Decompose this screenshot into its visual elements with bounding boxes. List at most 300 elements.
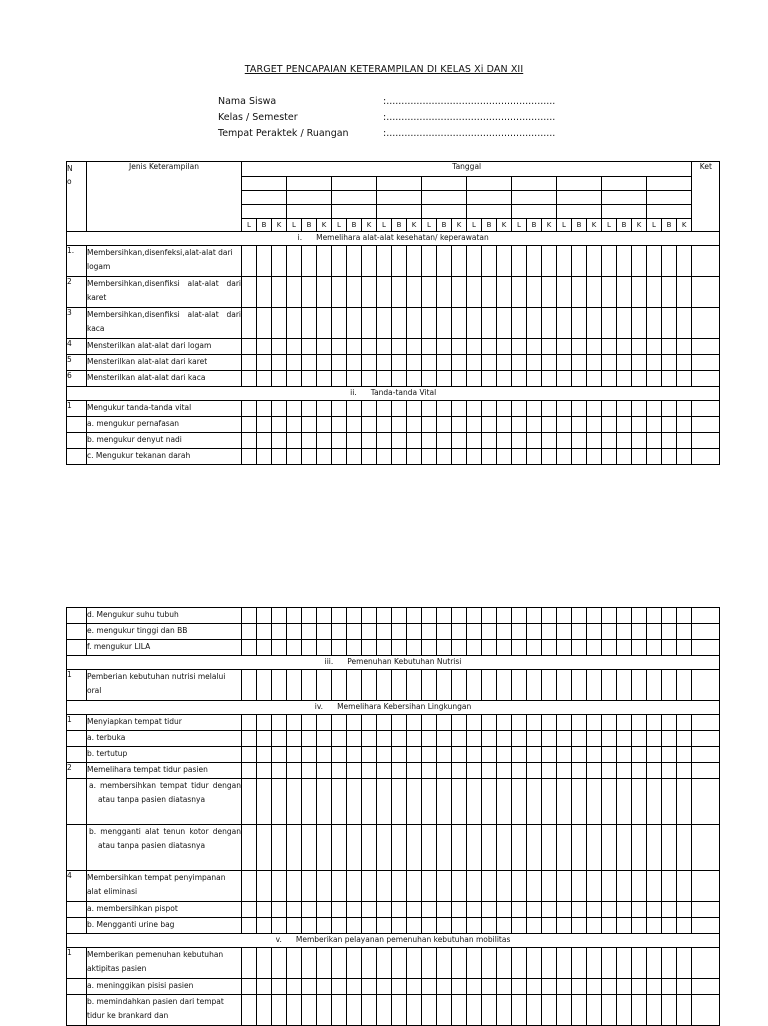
score-cell[interactable]: [632, 763, 647, 779]
score-cell[interactable]: [512, 355, 527, 371]
score-cell[interactable]: [347, 995, 362, 1026]
score-cell[interactable]: [362, 640, 377, 656]
score-cell[interactable]: [587, 640, 602, 656]
score-cell[interactable]: [317, 277, 332, 308]
score-cell[interactable]: [287, 731, 302, 747]
score-cell[interactable]: [572, 624, 587, 640]
score-cell[interactable]: [332, 246, 347, 277]
score-cell[interactable]: [527, 401, 542, 417]
score-cell[interactable]: [422, 640, 437, 656]
score-cell[interactable]: [332, 763, 347, 779]
ket-cell[interactable]: [692, 902, 720, 918]
score-cell[interactable]: [347, 715, 362, 731]
ket-cell[interactable]: [692, 779, 720, 825]
score-cell[interactable]: [272, 948, 287, 979]
score-cell[interactable]: [572, 277, 587, 308]
score-cell[interactable]: [362, 779, 377, 825]
score-cell[interactable]: [542, 871, 557, 902]
score-cell[interactable]: [407, 779, 422, 825]
score-cell[interactable]: [497, 608, 512, 624]
score-cell[interactable]: [407, 339, 422, 355]
score-cell[interactable]: [632, 715, 647, 731]
score-cell[interactable]: [512, 308, 527, 339]
score-cell[interactable]: [302, 371, 317, 387]
score-cell[interactable]: [302, 995, 317, 1026]
score-cell[interactable]: [677, 763, 692, 779]
score-cell[interactable]: [497, 871, 512, 902]
score-cell[interactable]: [542, 731, 557, 747]
score-cell[interactable]: [617, 715, 632, 731]
score-cell[interactable]: [392, 246, 407, 277]
score-cell[interactable]: [662, 277, 677, 308]
score-cell[interactable]: [602, 948, 617, 979]
score-cell[interactable]: [347, 401, 362, 417]
date-cell[interactable]: [332, 205, 377, 219]
score-cell[interactable]: [332, 918, 347, 934]
score-cell[interactable]: [437, 449, 452, 465]
score-cell[interactable]: [332, 731, 347, 747]
score-cell[interactable]: [542, 339, 557, 355]
score-cell[interactable]: [332, 948, 347, 979]
score-cell[interactable]: [287, 608, 302, 624]
score-cell[interactable]: [587, 401, 602, 417]
date-cell[interactable]: [512, 177, 557, 191]
score-cell[interactable]: [302, 979, 317, 995]
score-cell[interactable]: [647, 731, 662, 747]
score-cell[interactable]: [647, 763, 662, 779]
score-cell[interactable]: [602, 902, 617, 918]
score-cell[interactable]: [587, 979, 602, 995]
score-cell[interactable]: [437, 995, 452, 1026]
score-cell[interactable]: [467, 825, 482, 871]
score-cell[interactable]: [527, 871, 542, 902]
score-cell[interactable]: [602, 608, 617, 624]
ket-cell[interactable]: [692, 979, 720, 995]
ket-cell[interactable]: [692, 371, 720, 387]
score-cell[interactable]: [497, 902, 512, 918]
score-cell[interactable]: [407, 670, 422, 701]
score-cell[interactable]: [677, 277, 692, 308]
score-cell[interactable]: [272, 608, 287, 624]
score-cell[interactable]: [317, 449, 332, 465]
score-cell[interactable]: [617, 825, 632, 871]
score-cell[interactable]: [332, 433, 347, 449]
score-cell[interactable]: [587, 995, 602, 1026]
score-cell[interactable]: [542, 825, 557, 871]
score-cell[interactable]: [347, 624, 362, 640]
score-cell[interactable]: [302, 339, 317, 355]
score-cell[interactable]: [662, 979, 677, 995]
score-cell[interactable]: [602, 731, 617, 747]
score-cell[interactable]: [497, 715, 512, 731]
score-cell[interactable]: [317, 433, 332, 449]
score-cell[interactable]: [527, 902, 542, 918]
score-cell[interactable]: [257, 731, 272, 747]
score-cell[interactable]: [242, 433, 257, 449]
score-cell[interactable]: [662, 918, 677, 934]
score-cell[interactable]: [512, 763, 527, 779]
score-cell[interactable]: [527, 825, 542, 871]
score-cell[interactable]: [527, 246, 542, 277]
score-cell[interactable]: [632, 825, 647, 871]
score-cell[interactable]: [437, 401, 452, 417]
score-cell[interactable]: [482, 670, 497, 701]
score-cell[interactable]: [662, 339, 677, 355]
score-cell[interactable]: [437, 979, 452, 995]
score-cell[interactable]: [422, 449, 437, 465]
score-cell[interactable]: [422, 246, 437, 277]
score-cell[interactable]: [257, 355, 272, 371]
score-cell[interactable]: [512, 731, 527, 747]
score-cell[interactable]: [407, 608, 422, 624]
score-cell[interactable]: [617, 339, 632, 355]
score-cell[interactable]: [437, 355, 452, 371]
score-cell[interactable]: [467, 371, 482, 387]
score-cell[interactable]: [467, 670, 482, 701]
score-cell[interactable]: [317, 763, 332, 779]
score-cell[interactable]: [677, 608, 692, 624]
score-cell[interactable]: [422, 401, 437, 417]
score-cell[interactable]: [332, 371, 347, 387]
score-cell[interactable]: [437, 640, 452, 656]
score-cell[interactable]: [257, 979, 272, 995]
score-cell[interactable]: [497, 246, 512, 277]
score-cell[interactable]: [602, 779, 617, 825]
score-cell[interactable]: [242, 779, 257, 825]
score-cell[interactable]: [512, 608, 527, 624]
score-cell[interactable]: [557, 449, 572, 465]
score-cell[interactable]: [557, 339, 572, 355]
score-cell[interactable]: [302, 902, 317, 918]
score-cell[interactable]: [527, 995, 542, 1026]
score-cell[interactable]: [602, 747, 617, 763]
score-cell[interactable]: [242, 670, 257, 701]
score-cell[interactable]: [392, 871, 407, 902]
score-cell[interactable]: [617, 449, 632, 465]
score-cell[interactable]: [452, 948, 467, 979]
score-cell[interactable]: [272, 417, 287, 433]
score-cell[interactable]: [602, 979, 617, 995]
score-cell[interactable]: [437, 715, 452, 731]
score-cell[interactable]: [482, 902, 497, 918]
score-cell[interactable]: [647, 747, 662, 763]
score-cell[interactable]: [257, 608, 272, 624]
score-cell[interactable]: [272, 763, 287, 779]
score-cell[interactable]: [272, 308, 287, 339]
score-cell[interactable]: [317, 401, 332, 417]
score-cell[interactable]: [422, 825, 437, 871]
score-cell[interactable]: [362, 246, 377, 277]
score-cell[interactable]: [572, 763, 587, 779]
score-cell[interactable]: [557, 624, 572, 640]
score-cell[interactable]: [572, 747, 587, 763]
score-cell[interactable]: [587, 731, 602, 747]
score-cell[interactable]: [422, 670, 437, 701]
score-cell[interactable]: [677, 624, 692, 640]
score-cell[interactable]: [467, 401, 482, 417]
score-cell[interactable]: [572, 433, 587, 449]
score-cell[interactable]: [482, 355, 497, 371]
score-cell[interactable]: [362, 624, 377, 640]
score-cell[interactable]: [587, 902, 602, 918]
score-cell[interactable]: [332, 979, 347, 995]
score-cell[interactable]: [617, 871, 632, 902]
score-cell[interactable]: [332, 779, 347, 825]
score-cell[interactable]: [527, 640, 542, 656]
score-cell[interactable]: [332, 339, 347, 355]
score-cell[interactable]: [632, 624, 647, 640]
score-cell[interactable]: [407, 918, 422, 934]
score-cell[interactable]: [302, 918, 317, 934]
score-cell[interactable]: [647, 715, 662, 731]
score-cell[interactable]: [677, 371, 692, 387]
score-cell[interactable]: [602, 670, 617, 701]
score-cell[interactable]: [437, 763, 452, 779]
score-cell[interactable]: [422, 979, 437, 995]
score-cell[interactable]: [512, 277, 527, 308]
score-cell[interactable]: [482, 763, 497, 779]
score-cell[interactable]: [572, 417, 587, 433]
score-cell[interactable]: [332, 277, 347, 308]
score-cell[interactable]: [242, 902, 257, 918]
score-cell[interactable]: [632, 995, 647, 1026]
score-cell[interactable]: [527, 339, 542, 355]
score-cell[interactable]: [482, 608, 497, 624]
score-cell[interactable]: [677, 670, 692, 701]
score-cell[interactable]: [302, 731, 317, 747]
date-cell[interactable]: [377, 205, 422, 219]
score-cell[interactable]: [287, 246, 302, 277]
score-cell[interactable]: [452, 871, 467, 902]
score-cell[interactable]: [377, 308, 392, 339]
score-cell[interactable]: [542, 979, 557, 995]
score-cell[interactable]: [452, 902, 467, 918]
score-cell[interactable]: [317, 608, 332, 624]
score-cell[interactable]: [617, 371, 632, 387]
score-cell[interactable]: [242, 277, 257, 308]
score-cell[interactable]: [512, 747, 527, 763]
score-cell[interactable]: [647, 339, 662, 355]
score-cell[interactable]: [647, 918, 662, 934]
score-cell[interactable]: [632, 979, 647, 995]
score-cell[interactable]: [287, 401, 302, 417]
score-cell[interactable]: [572, 670, 587, 701]
score-cell[interactable]: [647, 433, 662, 449]
score-cell[interactable]: [572, 979, 587, 995]
score-cell[interactable]: [497, 918, 512, 934]
score-cell[interactable]: [272, 277, 287, 308]
score-cell[interactable]: [542, 433, 557, 449]
score-cell[interactable]: [332, 624, 347, 640]
score-cell[interactable]: [662, 624, 677, 640]
score-cell[interactable]: [677, 339, 692, 355]
date-cell[interactable]: [467, 205, 512, 219]
score-cell[interactable]: [362, 871, 377, 902]
score-cell[interactable]: [632, 308, 647, 339]
score-cell[interactable]: [512, 871, 527, 902]
score-cell[interactable]: [302, 433, 317, 449]
score-cell[interactable]: [497, 731, 512, 747]
score-cell[interactable]: [392, 902, 407, 918]
score-cell[interactable]: [242, 608, 257, 624]
score-cell[interactable]: [407, 871, 422, 902]
date-cell[interactable]: [422, 177, 467, 191]
score-cell[interactable]: [467, 779, 482, 825]
score-cell[interactable]: [317, 747, 332, 763]
score-cell[interactable]: [422, 608, 437, 624]
score-cell[interactable]: [542, 948, 557, 979]
score-cell[interactable]: [362, 355, 377, 371]
score-cell[interactable]: [392, 640, 407, 656]
score-cell[interactable]: [602, 640, 617, 656]
score-cell[interactable]: [677, 715, 692, 731]
ket-cell[interactable]: [692, 246, 720, 277]
score-cell[interactable]: [617, 731, 632, 747]
date-cell[interactable]: [467, 177, 512, 191]
score-cell[interactable]: [347, 277, 362, 308]
score-cell[interactable]: [557, 355, 572, 371]
score-cell[interactable]: [257, 371, 272, 387]
score-cell[interactable]: [632, 779, 647, 825]
score-cell[interactable]: [287, 948, 302, 979]
score-cell[interactable]: [257, 747, 272, 763]
score-cell[interactable]: [557, 747, 572, 763]
score-cell[interactable]: [302, 246, 317, 277]
score-cell[interactable]: [242, 355, 257, 371]
score-cell[interactable]: [467, 277, 482, 308]
ket-cell[interactable]: [692, 417, 720, 433]
score-cell[interactable]: [542, 763, 557, 779]
date-cell[interactable]: [377, 177, 422, 191]
ket-cell[interactable]: [692, 449, 720, 465]
ket-cell[interactable]: [692, 670, 720, 701]
score-cell[interactable]: [257, 308, 272, 339]
score-cell[interactable]: [587, 825, 602, 871]
score-cell[interactable]: [482, 401, 497, 417]
score-cell[interactable]: [347, 979, 362, 995]
score-cell[interactable]: [422, 948, 437, 979]
score-cell[interactable]: [557, 995, 572, 1026]
score-cell[interactable]: [647, 640, 662, 656]
score-cell[interactable]: [497, 640, 512, 656]
score-cell[interactable]: [602, 995, 617, 1026]
score-cell[interactable]: [347, 902, 362, 918]
score-cell[interactable]: [497, 371, 512, 387]
score-cell[interactable]: [542, 417, 557, 433]
score-cell[interactable]: [377, 355, 392, 371]
score-cell[interactable]: [572, 355, 587, 371]
score-cell[interactable]: [512, 624, 527, 640]
date-cell[interactable]: [557, 205, 602, 219]
score-cell[interactable]: [647, 401, 662, 417]
score-cell[interactable]: [572, 902, 587, 918]
date-cell[interactable]: [647, 205, 692, 219]
ket-cell[interactable]: [692, 871, 720, 902]
score-cell[interactable]: [482, 449, 497, 465]
score-cell[interactable]: [392, 995, 407, 1026]
score-cell[interactable]: [617, 747, 632, 763]
score-cell[interactable]: [347, 308, 362, 339]
score-cell[interactable]: [602, 449, 617, 465]
score-cell[interactable]: [617, 918, 632, 934]
score-cell[interactable]: [617, 355, 632, 371]
score-cell[interactable]: [317, 624, 332, 640]
score-cell[interactable]: [317, 825, 332, 871]
score-cell[interactable]: [257, 246, 272, 277]
score-cell[interactable]: [632, 449, 647, 465]
score-cell[interactable]: [482, 825, 497, 871]
score-cell[interactable]: [242, 763, 257, 779]
score-cell[interactable]: [632, 339, 647, 355]
score-cell[interactable]: [587, 433, 602, 449]
score-cell[interactable]: [527, 747, 542, 763]
score-cell[interactable]: [512, 979, 527, 995]
score-cell[interactable]: [632, 871, 647, 902]
score-cell[interactable]: [677, 995, 692, 1026]
score-cell[interactable]: [572, 339, 587, 355]
score-cell[interactable]: [392, 339, 407, 355]
ket-cell[interactable]: [692, 995, 720, 1026]
score-cell[interactable]: [377, 902, 392, 918]
score-cell[interactable]: [437, 433, 452, 449]
score-cell[interactable]: [572, 995, 587, 1026]
score-cell[interactable]: [452, 355, 467, 371]
score-cell[interactable]: [587, 918, 602, 934]
score-cell[interactable]: [377, 246, 392, 277]
score-cell[interactable]: [587, 371, 602, 387]
score-cell[interactable]: [332, 308, 347, 339]
score-cell[interactable]: [347, 871, 362, 902]
score-cell[interactable]: [617, 624, 632, 640]
score-cell[interactable]: [422, 763, 437, 779]
score-cell[interactable]: [482, 715, 497, 731]
ket-cell[interactable]: [692, 763, 720, 779]
score-cell[interactable]: [257, 871, 272, 902]
date-cell[interactable]: [332, 177, 377, 191]
score-cell[interactable]: [272, 979, 287, 995]
score-cell[interactable]: [257, 433, 272, 449]
score-cell[interactable]: [512, 433, 527, 449]
score-cell[interactable]: [332, 715, 347, 731]
score-cell[interactable]: [437, 371, 452, 387]
score-cell[interactable]: [512, 779, 527, 825]
score-cell[interactable]: [677, 918, 692, 934]
score-cell[interactable]: [632, 277, 647, 308]
score-cell[interactable]: [647, 948, 662, 979]
score-cell[interactable]: [317, 715, 332, 731]
score-cell[interactable]: [437, 246, 452, 277]
score-cell[interactable]: [377, 948, 392, 979]
score-cell[interactable]: [497, 624, 512, 640]
score-cell[interactable]: [332, 401, 347, 417]
score-cell[interactable]: [632, 948, 647, 979]
score-cell[interactable]: [557, 715, 572, 731]
score-cell[interactable]: [392, 715, 407, 731]
score-cell[interactable]: [527, 948, 542, 979]
ket-cell[interactable]: [692, 825, 720, 871]
score-cell[interactable]: [317, 246, 332, 277]
date-cell[interactable]: [422, 191, 467, 205]
score-cell[interactable]: [377, 731, 392, 747]
score-cell[interactable]: [407, 995, 422, 1026]
score-cell[interactable]: [557, 308, 572, 339]
ket-cell[interactable]: [692, 277, 720, 308]
score-cell[interactable]: [452, 433, 467, 449]
score-cell[interactable]: [647, 779, 662, 825]
score-cell[interactable]: [497, 979, 512, 995]
score-cell[interactable]: [467, 918, 482, 934]
score-cell[interactable]: [257, 779, 272, 825]
